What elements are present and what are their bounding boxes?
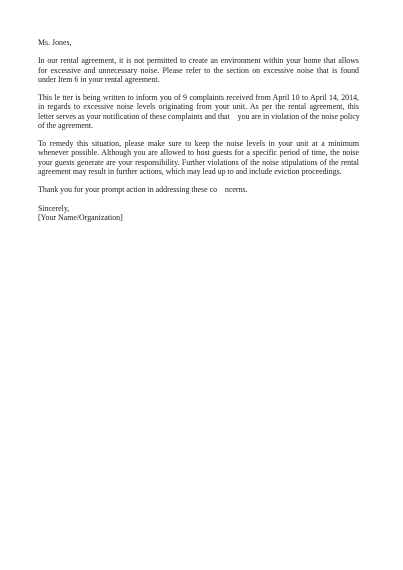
paragraph-remedy bbox=[38, 139, 359, 176]
paragraph-line: To remedy this situation, please make sure to keep the noise levels in your unit at a minimum bbox=[38, 139, 359, 149]
paragraph-line: agreement may result in further actions, which may lead up to and include eviction proceedings. bbox=[38, 166, 342, 176]
paragraph-line: under Item 6 in your rental agreement. bbox=[38, 74, 160, 84]
paragraph-line: in regards to excessive noise levels originating from your unit. As per the rental agreement, this bbox=[38, 102, 359, 112]
paragraph-line: whenever possible. Although you are allowed to host guests for a specific period of time, the noise bbox=[38, 148, 359, 158]
paragraph-complaints bbox=[38, 93, 359, 130]
paragraph-thanks bbox=[38, 185, 359, 194]
paragraph-line: for excessive and unnecessary noise. Please refer to the section on excessive noise that is found bbox=[38, 65, 359, 75]
salutation: Ms. Jones, bbox=[38, 38, 72, 47]
paragraph-line: Thank you for your prompt action in addressing these co ncerns. bbox=[38, 185, 248, 195]
paragraph-noise-policy bbox=[38, 56, 359, 84]
paragraph-line: This le tter is being written to inform you of 9 complaints received from April 10 to April 14, 2014, bbox=[38, 93, 359, 103]
signature: [Your Name/Organization] bbox=[38, 212, 123, 222]
paragraph-line: of the agreement. bbox=[38, 120, 93, 130]
paragraph-line: your guests generate are your responsibility. Further violations of the noise stipulations of the rental bbox=[38, 157, 359, 167]
paragraph-line: In our rental agreement, it is not permitted to create an environment within your home that allows bbox=[38, 56, 359, 66]
closing: Sincerely, bbox=[38, 203, 70, 213]
paragraph-line: letter serves as your notification of these complaints and that you are in violation of the noise policy bbox=[38, 111, 360, 121]
